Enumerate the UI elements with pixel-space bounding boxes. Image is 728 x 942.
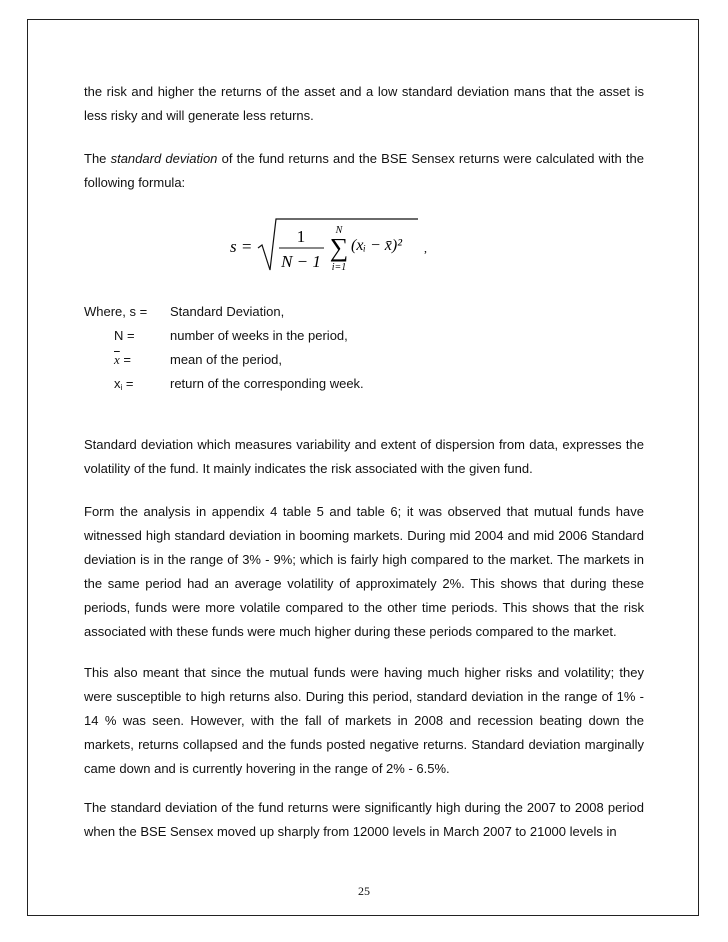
definition-symbol: N = xyxy=(114,328,135,343)
paragraph-formula-intro xyxy=(84,147,644,195)
italic-term: standard deviation xyxy=(110,151,218,166)
definition-text: return of the corresponding week. xyxy=(170,376,364,391)
definition-symbol xyxy=(114,372,168,400)
summation-body: (xᵢ − x̄)² xyxy=(351,237,402,254)
standard-deviation-formula xyxy=(230,208,440,278)
paragraph-high-returns: This also meant that since the mutual funds were having much higher risks and volatility; they were susceptible to high returns also. During this period, standard deviation in the range of 1% - 14 % was seen. However, with the fall of markets in 2008 and recession beating down the markets, returns collapsed and the funds posted negative returns. Standard deviation marginally came down and is currently hovering in the range of 2% - 6.5%. xyxy=(84,665,644,776)
definition-symbol xyxy=(114,348,168,372)
fraction-denominator: N − 1 xyxy=(281,252,321,271)
definition-text: mean of the period, xyxy=(170,352,283,367)
text-fragment: of the fund returns and the BSE Sensex returns were calculated with the following formula: xyxy=(84,151,644,190)
sigma-symbol: ∑ xyxy=(329,233,349,262)
formula-lhs: s = xyxy=(230,237,253,256)
sum-lower-limit: i=1 xyxy=(331,262,347,273)
subscript-i: i xyxy=(120,383,123,392)
formula-graphic xyxy=(230,208,440,278)
definition-text: Standard Deviation, xyxy=(170,304,285,319)
text-fragment: The xyxy=(84,151,111,166)
sum-upper-limit: N xyxy=(335,225,343,236)
paragraph-volatility: Standard deviation which measures variability and extent of dispersion from data, expresses the volatility of the fund. It mainly indicates the risk associated with the given fund. xyxy=(84,437,644,476)
definition-symbol: Where, s = xyxy=(84,304,148,319)
paragraph-sensex: The standard deviation of the fund returns were significantly high during the 2007 to 2008 period when the BSE Sensex moved up sharply from 12000 levels in March 2007 to 21000 levels in xyxy=(84,800,644,839)
paragraph-risk-returns: the risk and higher the returns of the asset and a low standard deviation mans that the asset is less risky and will generate less returns. xyxy=(84,84,644,123)
page-number: 25 xyxy=(358,884,370,898)
formula-trailing: , xyxy=(424,241,427,255)
paragraph-analysis: Form the analysis in appendix 4 table 5 and table 6; it was observed that mutual funds have witnessed high standard deviation in booming markets. During mid 2004 and mid 2006 Standard deviation is in the range of 3% - 9%; which is fairly high compared to the market. The markets in the same period had an average volatility of approximately 2%. This shows that during these periods, funds were more volatile compared to the other time periods. This shows that the risk associated with these funds were much higher during these periods compared to the market. xyxy=(84,504,644,639)
definition-text: number of weeks in the period, xyxy=(170,328,348,343)
fraction-numerator: 1 xyxy=(296,227,306,246)
equals-sign: = xyxy=(122,376,134,391)
x-bar-symbol: $\overline{x}$ xyxy=(114,352,120,367)
x-symbol: x xyxy=(114,376,121,391)
equals-sign: = xyxy=(119,352,131,367)
